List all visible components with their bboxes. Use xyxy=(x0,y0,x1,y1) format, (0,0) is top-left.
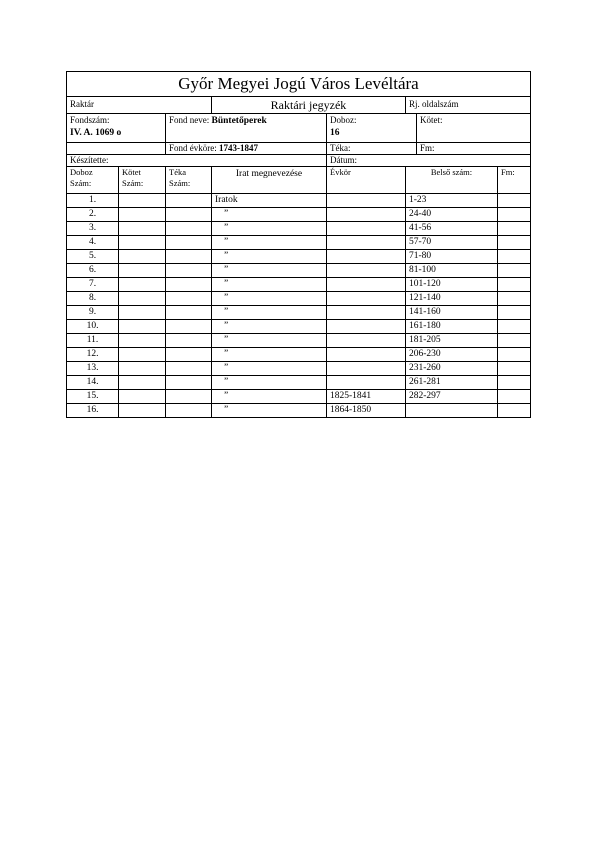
row-volume xyxy=(119,278,166,292)
row-internal-number: 231-260 xyxy=(406,362,498,376)
table-row xyxy=(67,222,531,236)
row-fm xyxy=(498,236,531,250)
row-volume xyxy=(119,236,166,250)
table-row xyxy=(67,278,531,292)
col-irat: Irat megnevezése xyxy=(212,167,327,194)
row-teka xyxy=(166,236,212,250)
inventory-rows xyxy=(67,194,531,418)
row-fm xyxy=(498,292,531,306)
row-years xyxy=(327,264,406,278)
fond-name-cell xyxy=(166,114,327,143)
row-volume xyxy=(119,404,166,418)
row-teka xyxy=(166,376,212,390)
row-box-number: 16. xyxy=(67,404,119,418)
row-name: ” xyxy=(212,250,327,264)
box-value: 16 xyxy=(330,128,340,138)
inventory-sheet xyxy=(66,71,530,418)
row-volume xyxy=(119,320,166,334)
box-cell xyxy=(327,114,417,143)
row-volume xyxy=(119,194,166,208)
row-volume xyxy=(119,222,166,236)
row-years xyxy=(327,250,406,264)
row-teka xyxy=(166,348,212,362)
row-volume xyxy=(119,208,166,222)
row-fm xyxy=(498,306,531,320)
row-years xyxy=(327,292,406,306)
row-internal-number: 41-56 xyxy=(406,222,498,236)
raktar-label: Raktár xyxy=(67,97,212,114)
row-internal-number: 101-120 xyxy=(406,278,498,292)
row-years xyxy=(327,320,406,334)
row-internal-number: 181-205 xyxy=(406,334,498,348)
row-box-number: 11. xyxy=(67,334,119,348)
row-teka xyxy=(166,390,212,404)
row-internal-number: 81-100 xyxy=(406,264,498,278)
volume-label: Kötet: xyxy=(417,114,531,143)
row-teka xyxy=(166,362,212,376)
col-belso: Belső szám: xyxy=(406,167,498,194)
row-internal-number: 24-40 xyxy=(406,208,498,222)
row-name: ” xyxy=(212,404,327,418)
fond-number-cell xyxy=(67,114,166,143)
row-name: ” xyxy=(212,306,327,320)
table-row xyxy=(67,376,531,390)
row-teka xyxy=(166,250,212,264)
row-teka xyxy=(166,222,212,236)
row-internal-number: 71-80 xyxy=(406,250,498,264)
row-internal-number: 206-230 xyxy=(406,348,498,362)
table-row xyxy=(67,264,531,278)
fm-label: Fm: xyxy=(417,143,531,155)
row-name: ” xyxy=(212,278,327,292)
row-box-number: 14. xyxy=(67,376,119,390)
row-years xyxy=(327,208,406,222)
row-years xyxy=(327,376,406,390)
row-years: 1825-1841 xyxy=(327,390,406,404)
row-fm xyxy=(498,194,531,208)
row-box-number: 2. xyxy=(67,208,119,222)
row-internal-number: 57-70 xyxy=(406,236,498,250)
row-box-number: 5. xyxy=(67,250,119,264)
row-teka xyxy=(166,264,212,278)
row-name: ” xyxy=(212,264,327,278)
col-kotet: Kötet Szám: xyxy=(119,167,166,194)
row-volume xyxy=(119,376,166,390)
row-teka xyxy=(166,320,212,334)
row-volume xyxy=(119,334,166,348)
table-row xyxy=(67,250,531,264)
row-volume xyxy=(119,348,166,362)
teka-label: Téka: xyxy=(327,143,417,155)
row-box-number: 12. xyxy=(67,348,119,362)
list-title: Raktári jegyzék xyxy=(212,97,406,114)
col-fm: Fm: xyxy=(498,167,531,194)
row-volume xyxy=(119,362,166,376)
fond-name-label: Fond neve: xyxy=(169,115,210,125)
row-box-number: 6. xyxy=(67,264,119,278)
row-fm xyxy=(498,320,531,334)
table-row xyxy=(67,236,531,250)
row-years: 1864-1850 xyxy=(327,404,406,418)
table-row xyxy=(67,334,531,348)
page-number-label: Rj. oldalszám xyxy=(406,97,531,114)
fond-years-cell xyxy=(166,143,327,155)
row-years xyxy=(327,222,406,236)
row-teka xyxy=(166,334,212,348)
row-volume xyxy=(119,306,166,320)
row-fm xyxy=(498,264,531,278)
table-row xyxy=(67,306,531,320)
row-years xyxy=(327,334,406,348)
table-row xyxy=(67,362,531,376)
row-fm xyxy=(498,362,531,376)
table-row xyxy=(67,208,531,222)
empty-cell xyxy=(67,143,166,155)
row-internal-number: 1-23 xyxy=(406,194,498,208)
row-name: ” xyxy=(212,362,327,376)
row-box-number: 4. xyxy=(67,236,119,250)
row-box-number: 1. xyxy=(67,194,119,208)
col-doboz: Doboz Szám: xyxy=(67,167,119,194)
row-teka xyxy=(166,404,212,418)
row-name: ” xyxy=(212,320,327,334)
table-row xyxy=(67,404,531,418)
table-row xyxy=(67,390,531,404)
row-internal-number: 161-180 xyxy=(406,320,498,334)
row-teka xyxy=(166,208,212,222)
row-box-number: 7. xyxy=(67,278,119,292)
row-internal-number: 261-281 xyxy=(406,376,498,390)
col-evkor: Évkör xyxy=(327,167,406,194)
row-volume xyxy=(119,390,166,404)
row-internal-number: 121-140 xyxy=(406,292,498,306)
row-box-number: 15. xyxy=(67,390,119,404)
table-row xyxy=(67,292,531,306)
row-name: ” xyxy=(212,222,327,236)
row-years xyxy=(327,362,406,376)
row-name: ” xyxy=(212,208,327,222)
fond-number-value: IV. A. 1069 o xyxy=(70,128,122,138)
row-years xyxy=(327,278,406,292)
row-teka xyxy=(166,194,212,208)
row-internal-number xyxy=(406,404,498,418)
row-fm xyxy=(498,208,531,222)
row-fm xyxy=(498,348,531,362)
row-volume xyxy=(119,250,166,264)
row-volume xyxy=(119,292,166,306)
table-row xyxy=(67,348,531,362)
row-name: ” xyxy=(212,390,327,404)
row-volume xyxy=(119,264,166,278)
row-internal-number: 282-297 xyxy=(406,390,498,404)
row-fm xyxy=(498,278,531,292)
row-years xyxy=(327,348,406,362)
row-years xyxy=(327,236,406,250)
row-teka xyxy=(166,306,212,320)
row-name: ” xyxy=(212,348,327,362)
row-internal-number: 141-160 xyxy=(406,306,498,320)
row-name: ” xyxy=(212,334,327,348)
row-box-number: 8. xyxy=(67,292,119,306)
col-teka: Téka Szám: xyxy=(166,167,212,194)
row-name: ” xyxy=(212,236,327,250)
row-teka xyxy=(166,292,212,306)
inventory-table xyxy=(66,71,531,418)
row-box-number: 13. xyxy=(67,362,119,376)
row-name: ” xyxy=(212,376,327,390)
fond-years-label: Fond évköre: xyxy=(169,143,217,153)
row-box-number: 9. xyxy=(67,306,119,320)
row-fm xyxy=(498,376,531,390)
row-fm xyxy=(498,334,531,348)
row-name: ” xyxy=(212,292,327,306)
row-teka xyxy=(166,278,212,292)
made-by-label: Készítette: xyxy=(67,155,327,167)
row-fm xyxy=(498,250,531,264)
fond-number-label: Fondszám: xyxy=(70,115,110,125)
row-box-number: 10. xyxy=(67,320,119,334)
table-row xyxy=(67,320,531,334)
row-fm xyxy=(498,404,531,418)
row-years xyxy=(327,194,406,208)
fond-years-value: 1743-1847 xyxy=(219,143,258,153)
date-label: Dátum: xyxy=(327,155,531,167)
fond-name-value: Büntetőperek xyxy=(211,116,267,126)
archive-title: Győr Megyei Jogú Város Levéltára xyxy=(67,72,531,97)
row-fm xyxy=(498,222,531,236)
row-box-number: 3. xyxy=(67,222,119,236)
box-label: Doboz: xyxy=(330,115,357,125)
row-name: Iratok xyxy=(212,194,327,208)
row-fm xyxy=(498,390,531,404)
row-years xyxy=(327,306,406,320)
table-row xyxy=(67,194,531,208)
